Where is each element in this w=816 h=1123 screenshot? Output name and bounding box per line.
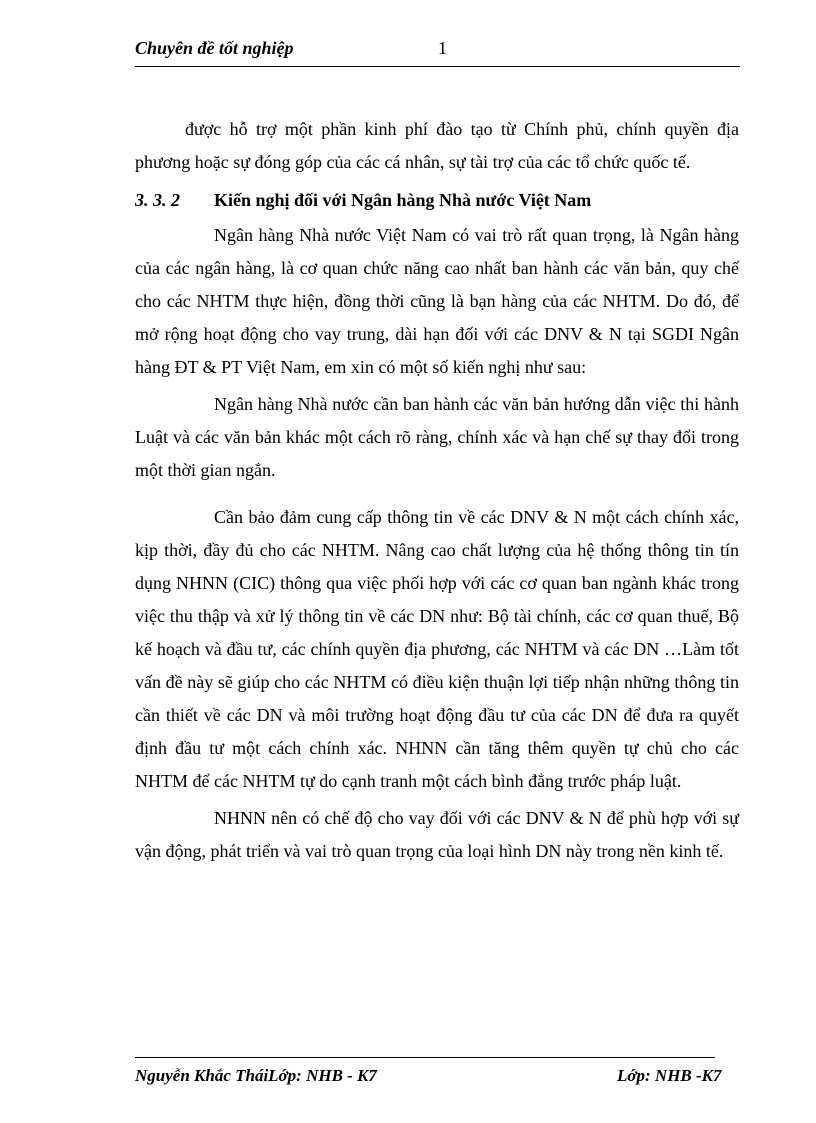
document-title: Chuyên đề tốt nghiệp [135, 38, 294, 58]
intro-paragraph: được hỗ trợ một phần kinh phí đào tạo từ Chính phủ, chính quyền địa phương hoặc sự đóng góp của các cá nhân, sự tài trợ của các tổ chức quốc tế. [135, 119, 739, 172]
footer-class: Lớp: NHB -K7 [617, 1066, 722, 1085]
footer-author: Nguyễn Khắc TháiLớp: NHB - K7 [135, 1066, 377, 1085]
page-number: 1 [438, 38, 447, 58]
page-header [135, 36, 740, 67]
section-title: Kiến nghị đối với Ngân hàng Nhà nước Việt Nam [214, 190, 592, 210]
section-number: 3. 3. 2 [135, 190, 180, 210]
body-paragraph: Ngân hàng Nhà nước cần ban hành các văn bản hướng dẫn việc thi hành Luật và các văn bản khác một cách rõ ràng, chính xác và hạn chế sự thay đổi trong một thời gian ngắn. [135, 394, 739, 480]
section-heading [135, 184, 739, 216]
body-paragraph: Cần bảo đảm cung cấp thông tin về các DNV & N một cách chính xác, kịp thời, đầy đủ cho các NHTM. Nâng cao chất lượng của hệ thống thông tin tín dụng NHNN (CIC) thông qua việc phối hợp với các cơ quan ban ngành khác trong việc thu thập và xử lý thông tin về các DN như: Bộ tài chính, các cơ quan thuế, Bộ kế hoạch và đầu tư, các chính quyền địa phương, các NHTM và các DN …Làm tốt vấn đề này sẽ giúp cho các NHTM có điều kiện thuận lợi tiếp nhận những thông tin cần thiết về các DN và môi trường hoạt động đầu tư của các DN để đưa ra quyết định đầu tư một cách chính xác. NHNN cần tăng thêm quyền tự chủ cho các NHTM để các NHTM tự do cạnh tranh một cách bình đẳng trước pháp luật. [135, 507, 739, 791]
page-footer [135, 1057, 722, 1085]
body-paragraph: NHNN nên có chế độ cho vay đối với các DNV & N để phù hợp với sự vận động, phát triển và vai trò quan trọng của loại hình DN này trong nền kinh tế. [135, 808, 739, 861]
body-paragraph: Ngân hàng Nhà nước Việt Nam có vai trò rất quan trọng, là Ngân hàng của các ngân hàng, là cơ quan chức năng cao nhất ban hành các văn bản, quy chế cho các NHTM thực hiện, đồng thời cũng là bạn hàng của các NHTM. Do đó, để mở rộng hoạt động cho vay trung, dài hạn đối với các DNV & N tại SGDI Ngân hàng ĐT & PT Việt Nam, em xin có một số kiến nghị như sau: [135, 225, 739, 377]
document-body [135, 113, 739, 868]
